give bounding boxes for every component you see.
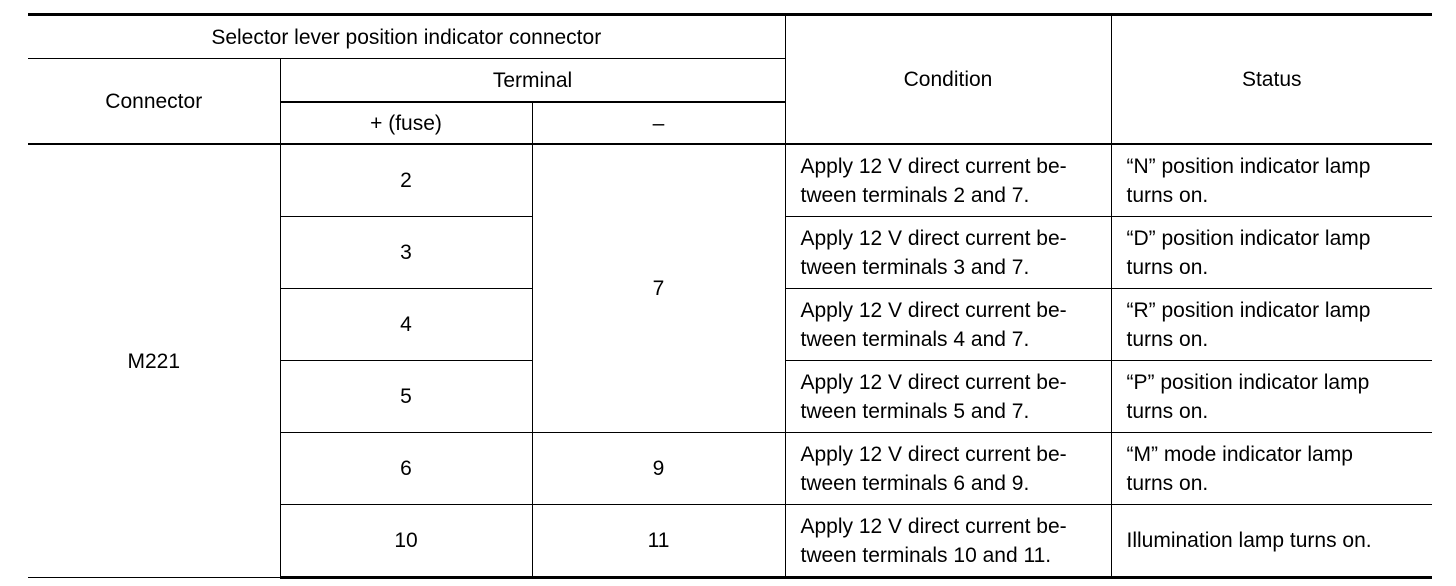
minus-terminal-cell: 11: [532, 505, 785, 578]
status-line: “M” mode indicator lamp: [1126, 442, 1353, 466]
condition-line: tween terminals 5 and 7.: [800, 399, 1030, 423]
status-line: turns on.: [1126, 255, 1209, 279]
condition-header: Condition: [785, 15, 1111, 145]
status-cell: [1111, 433, 1432, 505]
group-header: Selector lever position indicator connector: [28, 15, 785, 59]
condition-line: Apply 12 V direct current be-: [800, 370, 1067, 394]
plus-fuse-header: + (fuse): [280, 102, 532, 144]
condition-cell: [785, 217, 1111, 289]
plus-terminal-cell: 6: [280, 433, 532, 505]
plus-terminal-cell: 4: [280, 289, 532, 361]
status-cell: [1111, 361, 1432, 433]
condition-line: Apply 12 V direct current be-: [800, 514, 1067, 538]
status-line: turns on.: [1126, 327, 1209, 351]
condition-line: tween terminals 10 and 11.: [800, 543, 1052, 567]
connector-inspection-table: [28, 13, 1432, 579]
status-line: turns on.: [1126, 183, 1209, 207]
minus-terminal-cell: 7: [532, 144, 785, 433]
connector-header: Connector: [28, 59, 280, 145]
status-line: “P” position indicator lamp: [1126, 370, 1370, 394]
condition-line: Apply 12 V direct current be-: [800, 154, 1067, 178]
status-line: turns on.: [1126, 399, 1209, 423]
plus-terminal-cell: 5: [280, 361, 532, 433]
condition-cell: [785, 433, 1111, 505]
condition-line: tween terminals 2 and 7.: [800, 183, 1030, 207]
status-line: “D” position indicator lamp: [1126, 226, 1371, 250]
status-header: Status: [1111, 15, 1432, 145]
condition-cell: [785, 505, 1111, 578]
status-line: Illumination lamp turns on.: [1126, 529, 1372, 552]
status-cell: [1111, 505, 1432, 578]
status-cell: [1111, 289, 1432, 361]
condition-cell: [785, 289, 1111, 361]
status-line: “R” position indicator lamp: [1126, 298, 1371, 322]
plus-terminal-cell: 2: [280, 144, 532, 217]
status-cell: [1111, 144, 1432, 217]
condition-line: tween terminals 3 and 7.: [800, 255, 1030, 279]
condition-cell: [785, 361, 1111, 433]
condition-line: tween terminals 6 and 9.: [800, 471, 1030, 495]
status-cell: [1111, 217, 1432, 289]
status-line: turns on.: [1126, 471, 1209, 495]
terminal-header: Terminal: [280, 59, 785, 103]
connector-cell: M221: [28, 144, 280, 578]
minus-header: –: [532, 102, 785, 144]
condition-line: tween terminals 4 and 7.: [800, 327, 1030, 351]
plus-terminal-cell: 3: [280, 217, 532, 289]
condition-cell: [785, 144, 1111, 217]
condition-line: Apply 12 V direct current be-: [800, 226, 1067, 250]
condition-line: Apply 12 V direct current be-: [800, 298, 1067, 322]
status-line: “N” position indicator lamp: [1126, 154, 1371, 178]
plus-terminal-cell: 10: [280, 505, 532, 578]
minus-terminal-cell: 9: [532, 433, 785, 505]
condition-line: Apply 12 V direct current be-: [800, 442, 1067, 466]
